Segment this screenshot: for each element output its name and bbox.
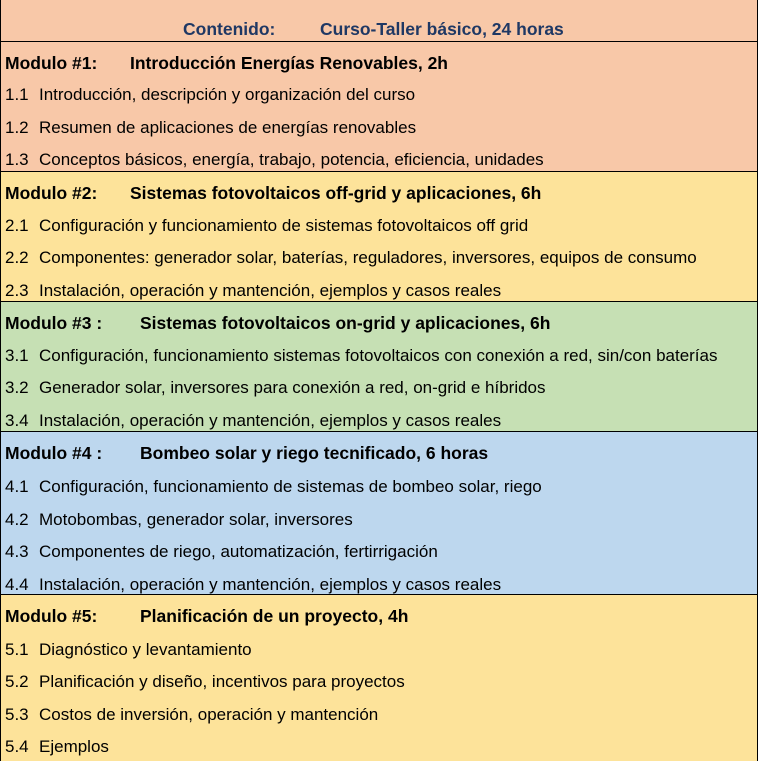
topic-row	[1, 206, 757, 238]
module-3	[0, 302, 758, 432]
topic-text: Ejemplos	[39, 737, 109, 756]
topic-row	[1, 662, 757, 694]
topic-row	[1, 401, 757, 433]
topic-row	[1, 727, 757, 759]
module-title-row	[1, 42, 757, 74]
topic-number: 1.3	[5, 150, 29, 169]
content-header	[0, 0, 758, 42]
topic-text: Resumen de aplicaciones de energías renovables	[39, 118, 417, 137]
module-number: Modulo #4 :	[5, 443, 103, 463]
topic-number: 5.1	[5, 640, 29, 659]
module-4	[0, 432, 758, 595]
topic-number: 4.4	[5, 575, 29, 594]
topic-row	[1, 368, 757, 400]
topic-text: Conceptos básicos, energía, trabajo, potencia, eficiencia, unidades	[39, 150, 544, 169]
topic-text: Planificación y diseño, incentivos para proyectos	[39, 672, 405, 691]
module-title: Sistemas fotovoltaicos on-grid y aplicaciones, 6h	[140, 313, 551, 333]
topic-number: 2.2	[5, 248, 29, 267]
topic-number: 3.2	[5, 378, 29, 397]
topic-text: Diagnóstico y levantamiento	[39, 640, 252, 659]
topic-row	[1, 695, 757, 727]
module-number: Modulo #2:	[5, 183, 98, 203]
topic-number: 4.3	[5, 542, 29, 561]
module-title-row	[1, 172, 757, 204]
topic-text: Instalación, operación y mantención, ejemplos y casos reales	[39, 411, 502, 430]
topic-row	[1, 467, 757, 499]
topic-row	[1, 500, 757, 532]
topic-number: 4.1	[5, 477, 29, 496]
module-1	[0, 42, 758, 172]
module-title-row	[1, 595, 757, 627]
module-title: Introducción Energías Renovables, 2h	[130, 53, 448, 73]
module-title: Planificación de un proyecto, 4h	[140, 606, 409, 626]
topic-row	[1, 238, 757, 270]
topic-text: Motobombas, generador solar, inversores	[39, 510, 353, 529]
topic-row	[1, 565, 757, 597]
topic-text: Componentes de riego, automatización, fertirrigación	[39, 542, 438, 561]
topic-number: 3.4	[5, 411, 29, 430]
topic-number: 1.1	[5, 85, 29, 104]
topic-row	[1, 532, 757, 564]
module-title-row	[1, 302, 757, 334]
topic-text: Instalación, operación y mantención, ejemplos y casos reales	[39, 575, 502, 594]
topic-row	[1, 108, 757, 140]
topic-text: Configuración y funcionamiento de sistemas fotovoltaicos off grid	[39, 216, 529, 235]
topic-number: 2.1	[5, 216, 29, 235]
topic-text: Configuración, funcionamiento sistemas fotovoltaicos con conexión a red, sin/con baterías	[39, 346, 718, 365]
topic-number: 2.3	[5, 281, 29, 300]
topic-row	[1, 630, 757, 662]
topic-number: 3.1	[5, 346, 29, 365]
content-label: Contenido:	[183, 19, 276, 39]
topic-row	[1, 75, 757, 107]
topic-number: 5.3	[5, 705, 29, 724]
topic-row	[1, 336, 757, 368]
topic-text: Costos de inversión, operación y mantención	[39, 705, 379, 724]
topic-text: Instalación, operación y mantención, ejemplos y casos reales	[39, 281, 502, 300]
topic-text: Configuración, funcionamiento de sistemas de bombeo solar, riego	[39, 477, 542, 496]
topic-text: Componentes: generador solar, baterías, reguladores, inversores, equipos de consumo	[39, 248, 697, 267]
module-title: Sistemas fotovoltaicos off-grid y aplicaciones, 6h	[130, 183, 542, 203]
topic-number: 4.2	[5, 510, 29, 529]
topic-text: Introducción, descripción y organización del curso	[39, 85, 416, 104]
module-number: Modulo #5:	[5, 606, 98, 626]
topic-row	[1, 271, 757, 303]
module-number: Modulo #1:	[5, 53, 98, 73]
module-title: Bombeo solar y riego tecnificado, 6 horas	[140, 443, 489, 463]
topic-number: 5.4	[5, 737, 29, 756]
module-5	[0, 595, 758, 761]
topic-row	[1, 140, 757, 172]
module-number: Modulo #3 :	[5, 313, 103, 333]
topic-number: 1.2	[5, 118, 29, 137]
module-title-row	[1, 432, 757, 464]
topic-text: Generador solar, inversores para conexión a red, on-grid e híbridos	[39, 378, 546, 397]
module-2	[0, 172, 758, 302]
topic-number: 5.2	[5, 672, 29, 691]
course-title: Curso-Taller básico, 24 horas	[320, 19, 564, 39]
